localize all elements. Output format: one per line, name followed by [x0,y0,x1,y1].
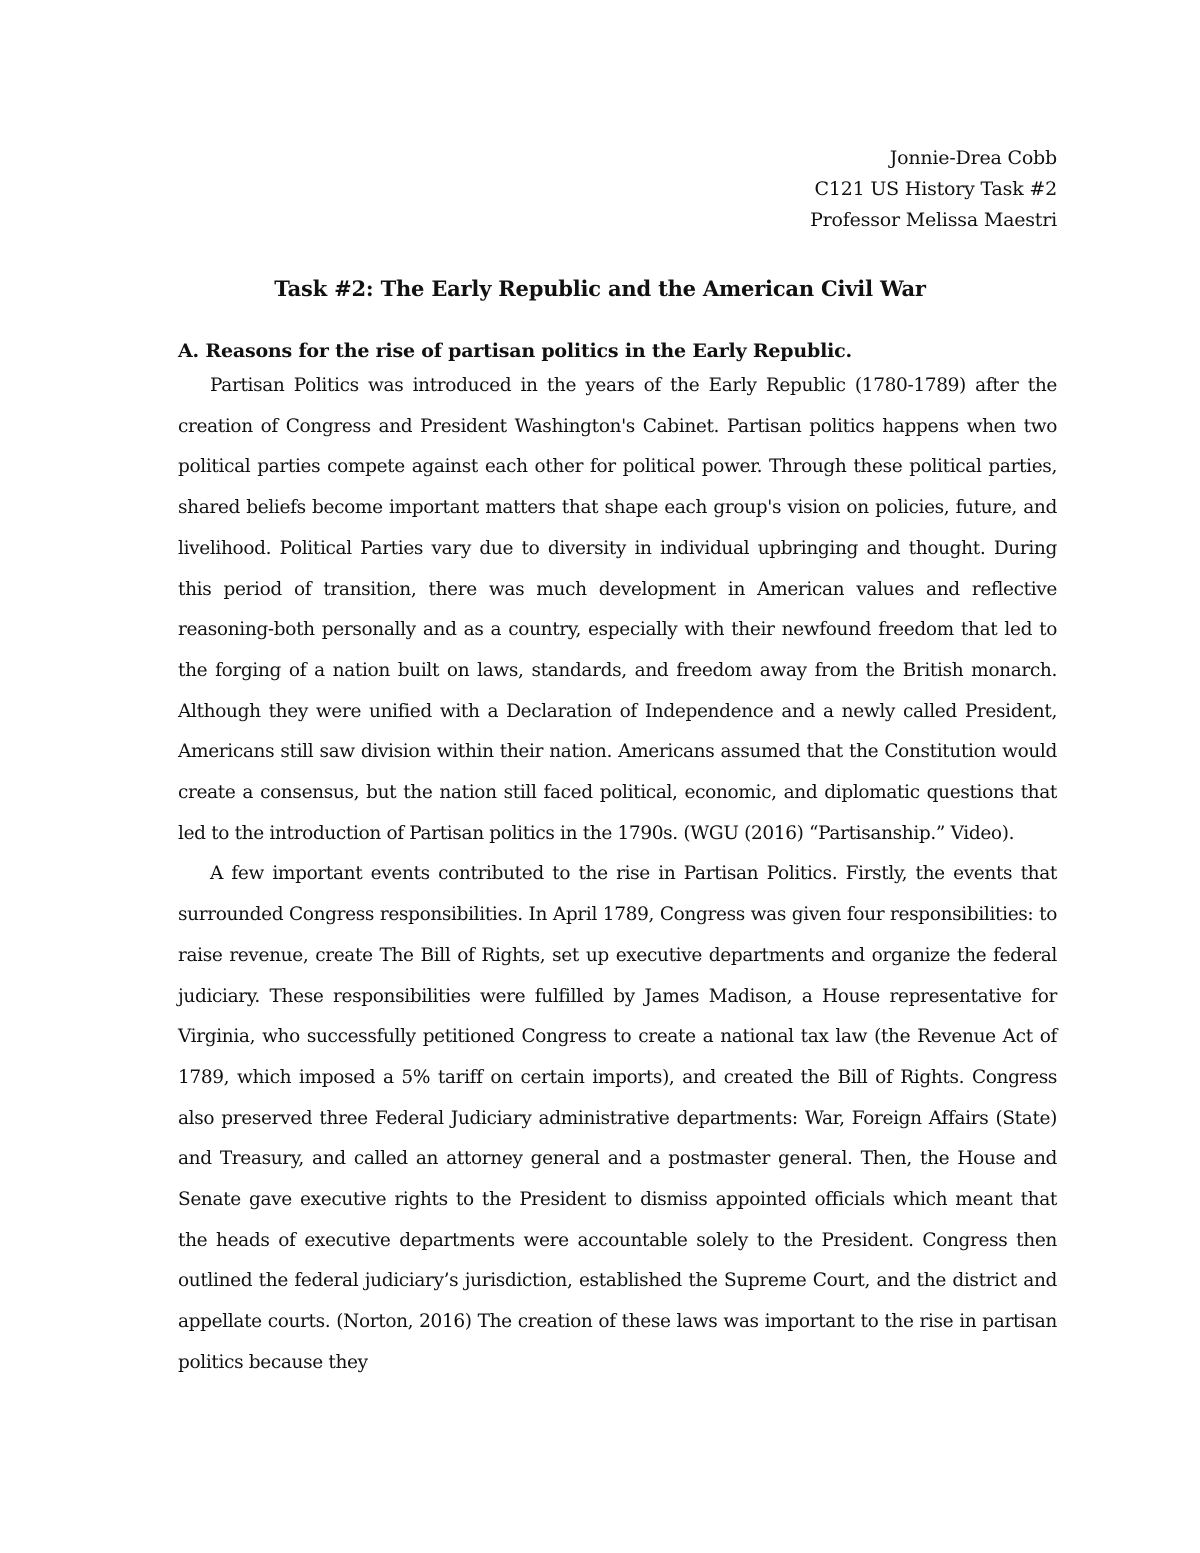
document-title: Task #2: The Early Republic and the American Civil War [274,276,926,301]
author-name: Jonnie-Drea Cobb [889,147,1057,169]
professor-name: Professor Melissa Maestri [810,209,1057,231]
course-name: C121 US History Task #2 [814,178,1057,200]
paragraph: Partisan Politics was introduced in the years of the Early Republic (1780-1789) after the creation of Congress and President Washington's Cabinet. Partisan politics happens when two political parties compete against each other for political power. Through these political parties, shared beliefs become important matters that shape each group's vision on policies, future, and livelihood. Political Parties vary due to diversity in individual upbringing and thought. During this period of transition, there was much development in American values and reflective reasoning-both personally and as a country, especially with their newfound freedom that led to the forging of a nation built on laws, standards, and freedom away from the British monarch. Although they were unified with a Declaration of Independence and a newly called President, Americans still saw division within their nation. Americans assumed that the Constitution would create a consensus, but the nation still faced political, economic, and diplomatic questions that led to the introduction of Partisan politics in the 1790s. (WGU (2016) “Partisanship.” Video). [178,375,1057,844]
author-header [810,143,1057,236]
section-a-heading: A. Reasons for the rise of partisan politics in the Early Republic. [178,340,852,362]
section-a-body [178,366,1057,1384]
paragraph: A few important events contributed to the rise in Partisan Politics. Firstly, the events that surrounded Congress responsibilities. In April 1789, Congress was given four responsibilities: to raise revenue, create The Bill of Rights, set up executive departments and organize the federal judiciary. These responsibilities were fulfilled by James Madison, a House representative for Virginia, who successfully petitioned Congress to create a national tax law (the Revenue Act of 1789, which imposed a 5% tariff on certain imports), and created the Bill of Rights. Congress also preserved three Federal Judiciary administrative departments: War, Foreign Affairs (State) and Treasury, and called an attorney general and a postmaster general. Then, the House and Senate gave executive rights to the President to dismiss appointed officials which meant that the heads of executive departments were accountable solely to the President. Congress then outlined the federal judiciary’s jurisdiction, established the Supreme Court, and the district and appellate courts. (Norton, 2016) The creation of these laws was important to the rise in partisan politics because they [178,863,1057,1373]
